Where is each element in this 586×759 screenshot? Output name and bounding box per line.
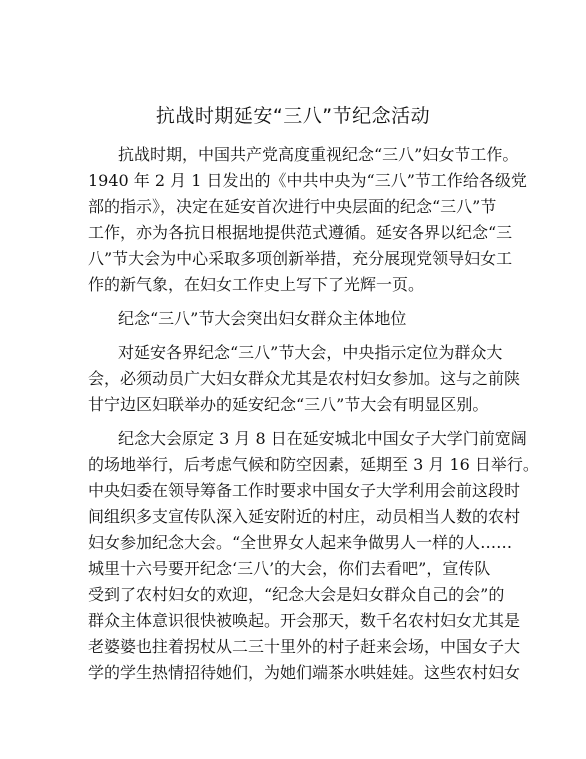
paragraph-1-line-2: 1940 年 2 月 1 日发出的《中共中央为“三八”节工作给各级党 <box>88 171 527 190</box>
paragraph-2-line-3: 甘宁边区妇联举办的延安纪念“三八”节大会有明显区别。 <box>88 395 489 414</box>
paragraph-3-line-6: 城里十六号要开纪念‘三八’的大会，你们去看吧”，宣传队 <box>88 559 491 578</box>
paragraph-3-line-7: 受到了农村妇女的欢迎，“纪念大会是妇女群众自己的会”的 <box>88 585 505 604</box>
paragraph-3-line-8: 群众主体意识很快被唤起。开会那天，数千名农村妇女尤其是 <box>88 611 521 630</box>
paragraph-2-line-2: 会，必须动员广大妇女群众尤其是农村妇女参加。这与之前陕 <box>88 369 521 388</box>
paragraph-3-line-5: 妇女参加纪念大会。“全世界女人起来争做男人一样的人…… <box>88 533 513 552</box>
paragraph-1-line-1: 抗战时期，中国共产党高度重视纪念“三八”妇女节工作。 <box>118 145 519 164</box>
paragraph-3-line-3: 中央妇委在领导筹备工作时要求中国女子大学利用会前这段时 <box>88 481 521 500</box>
paragraph-3-line-2: 的场地举行，后考虑气候和防空因素，延期至 3 月 16 日举行。 <box>88 455 539 474</box>
paragraph-3-line-4: 间组织多支宣传队深入延安附近的村庄，动员相当人数的农村 <box>88 507 521 526</box>
paragraph-1-line-5: 八”节大会为中心采取多项创新举措，充分展现党领导妇女工 <box>88 249 513 268</box>
paragraph-3-line-1: 纪念大会原定 3 月 8 日在延安城北中国女子大学门前宽阔 <box>118 429 527 448</box>
section-heading: 纪念“三八”节大会突出妇女群众主体地位 <box>118 309 407 328</box>
paragraph-1-line-3: 部的指示》，决定在延安首次进行中央层面的纪念“三八”节 <box>88 197 497 216</box>
paragraph-1-line-4: 工作，亦为各抗日根据地提供范式遵循。延安各界以纪念“三 <box>88 223 513 242</box>
paragraph-2-line-1: 对延安各界纪念“三八”节大会，中央指示定位为群众大 <box>118 343 503 362</box>
document-title: 抗战时期延安“三八”节纪念活动 <box>155 105 431 127</box>
paragraph-3-line-9: 老婆婆也拄着拐杖从二三十里外的村子赶来会场，中国女子大 <box>88 637 521 656</box>
paragraph-3-line-10: 学的学生热情招待她们，为她们端茶水哄娃娃。这些农村妇女 <box>88 663 521 682</box>
paragraph-1-line-6: 作的新气象，在妇女工作史上写下了光辉一页。 <box>88 275 425 294</box>
